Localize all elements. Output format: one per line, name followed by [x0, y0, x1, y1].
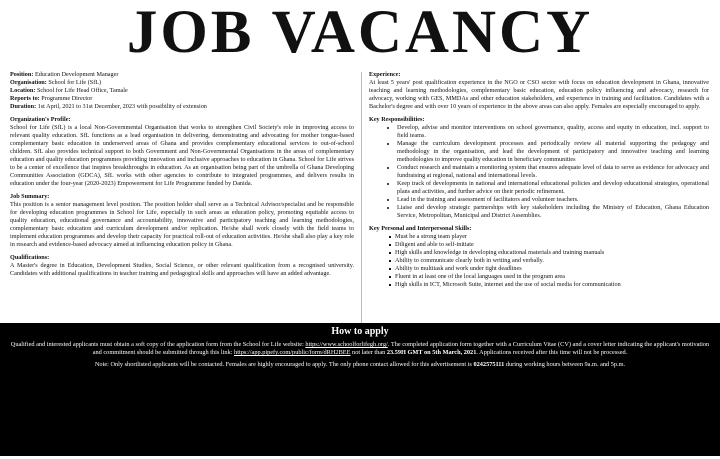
organisation-label: Organisation:: [10, 79, 47, 86]
instructions-text: not later than: [350, 349, 387, 357]
duration-value: 1st April, 2021 to 31st December, 2023 with possibility of extension: [36, 103, 207, 110]
note-text: Note: Only shortlisted applicants will be contacted. Females are highly encouraged to apply. The only phone contact allowed for this advertisement is: [94, 361, 474, 369]
list-item: • Keep track of developments in national and international educational policies and develop educational strategies, operational plans and activities, and further advice on their periodic refinement.: [397, 180, 709, 196]
qualifications-heading: Qualifications:: [10, 254, 50, 261]
experience-text: At least 5 years' post qualification experience in the NGO or CSO sector with focus on education development in Ghana, innovative teaching and learning methodologies, complementary basic education, education policy influencing and advocacy, research for advocacy, working with GES, MMDAs and other education stakeholders, and experience in training and facilitation. Candidates with a Bachelor's degree and with over 10 years of experience in the above areas can also apply. Females are especially encouraged to apply.: [369, 79, 709, 110]
summary-text: This position is a senior management level position. The position holder shall serve as a Technical Advisor/specialist and be responsible for developing education programmes in School for Life, especially in such areas as education policy, promoting equitable access to quality education, educational governance and accountability, innovative and participatory teaching and learning methodologies, complementary basic education and curriculum development and/or replication. He/she shall work closely with the field teams to implement education programmes and develop their capacity for practical roll-out of education activities. He/she shall also play a key role in research and evidence-based advocacy aimed at influencing education policy in Ghana.: [10, 201, 354, 248]
instructions-text: . Applications received after this time will not be processed.: [476, 349, 628, 357]
list-item: Fluent in at least one of the local languages used in the program area: [389, 273, 709, 281]
list-item: • Liaise and develop strategic partnerships with key stakeholders including the Ministry of Education, Ghana Education Service, Metropolitan, Municipal and District Assemblies.: [397, 204, 709, 220]
instructions-text: . The completed application form together with a Curriculum Vitae (CV) and a cover letter indicating the applicant's motivation and commitment should be submitted through this link:: [92, 341, 710, 357]
summary-heading: Job Summary:: [10, 193, 50, 200]
application-form-link[interactable]: https://app.pipefy.com/public/form/dRH2BEE: [234, 349, 351, 357]
website-link[interactable]: https://www.schoolforlifegh.org/: [305, 341, 388, 348]
instructions-text: Qualified and interested applicants must obtain a soft copy of the application form from the School for Life website:: [10, 341, 306, 348]
list-item: Must be a strong team player: [389, 233, 709, 241]
list-item: • Manage the curriculum development processes and periodically review all material supporting the pedagogy and methodology in the organisation, and lead the development of participatory and innovative teaching and learning methodologies to improve quality education in beneficiary communities: [397, 140, 709, 164]
skills-heading: Key Personal and Interpersonal Skills:: [369, 225, 472, 232]
list-item: Diligent and able to self-initiate: [389, 241, 709, 249]
column-divider: [361, 72, 362, 323]
left-column: [10, 71, 354, 278]
reports-value: Programme Director: [39, 95, 93, 102]
qualifications-text: A Master's degree in Education, Development Studies, Social Science, or other relevant qualification from a recognised university. Candidates with additional qualifications in teacher training and pedagogical skills and approaches will have an added advantage.: [10, 262, 354, 277]
profile-heading: Organization's Profile:: [10, 116, 71, 123]
position-label: Position:: [10, 71, 34, 78]
list-item: Ability to multitask and work under tight deadlines: [389, 265, 709, 273]
contact-note: [0, 357, 720, 369]
skills-list: [369, 233, 709, 289]
list-item: • Lead in the training and assessment of facilitators and volunteer teachers.: [397, 196, 709, 204]
responsibilities-heading: Key Responsibilities:: [369, 116, 425, 123]
how-to-apply-heading: How to apply: [331, 326, 389, 337]
organisation-value: School for Life (SfL): [46, 79, 102, 86]
list-item: • Conduct research and maintain a monitoring system that ensures adequate level of data to serve as evidence for advocacy and fundraising at regional, national and international levels.: [397, 164, 709, 180]
list-item: High skills and knowledge in developing educational materials and training manuals: [389, 249, 709, 257]
list-item: High skills in ICT, Microsoft Suite, internet and the use of social media for communication: [389, 281, 709, 289]
responsibilities-list: [369, 124, 709, 220]
list-item: • Develop, advise and monitor interventions on school governance, quality, access and equity in education, incl. support to field teams.: [397, 124, 709, 140]
page-title: JOB VACANCY: [126, 0, 594, 66]
experience-heading: Experience:: [369, 71, 401, 78]
phone-number: 0242575111: [473, 361, 505, 369]
deadline-text: 23.59H GMT on 5th March, 2021: [386, 349, 477, 357]
right-column: [369, 71, 709, 289]
how-to-apply-panel: [0, 323, 720, 456]
note-text: during working hours between 9a.m. and 5p.m.: [504, 361, 626, 369]
position-value: Education Development Manager: [33, 71, 119, 78]
duration-label: Duration:: [10, 103, 37, 110]
profile-text: School for Life (SfL) is a local Non-Governmental Organisation that works to strengthen Civil Society's role in improving access to relevant quality education. SfL functions as a lead organisation in delivering, demonstrating and advocating for mother tongue-based complementary basic education in underserved areas of Ghana and provides complementary educational services to out-of-school children. SfL also provides technical support to both Government and Non-Governmental Organisations in the areas of complementary education and quality education programmes providing innovation and inclusive approaches to education in Ghana. School for Life strives to be a center of excellence that inspires breakthroughs in education. As an organisation being part of the umbrella of Ghana Developing Communities Association (GDCA), SfL works with other agencies to contribute to integrated programmes, and delivers results in education under the four-year (2020-2023) Empowerment for Life Programme funded by Danida.: [10, 124, 354, 187]
application-instructions: [0, 337, 720, 357]
location-value: School for Life Head Office, Tamale: [35, 87, 128, 94]
reports-label: Reports to:: [10, 95, 40, 102]
list-item: Ability to communicate clearly both in writing and verbally.: [389, 257, 709, 265]
location-label: Location:: [10, 87, 36, 94]
